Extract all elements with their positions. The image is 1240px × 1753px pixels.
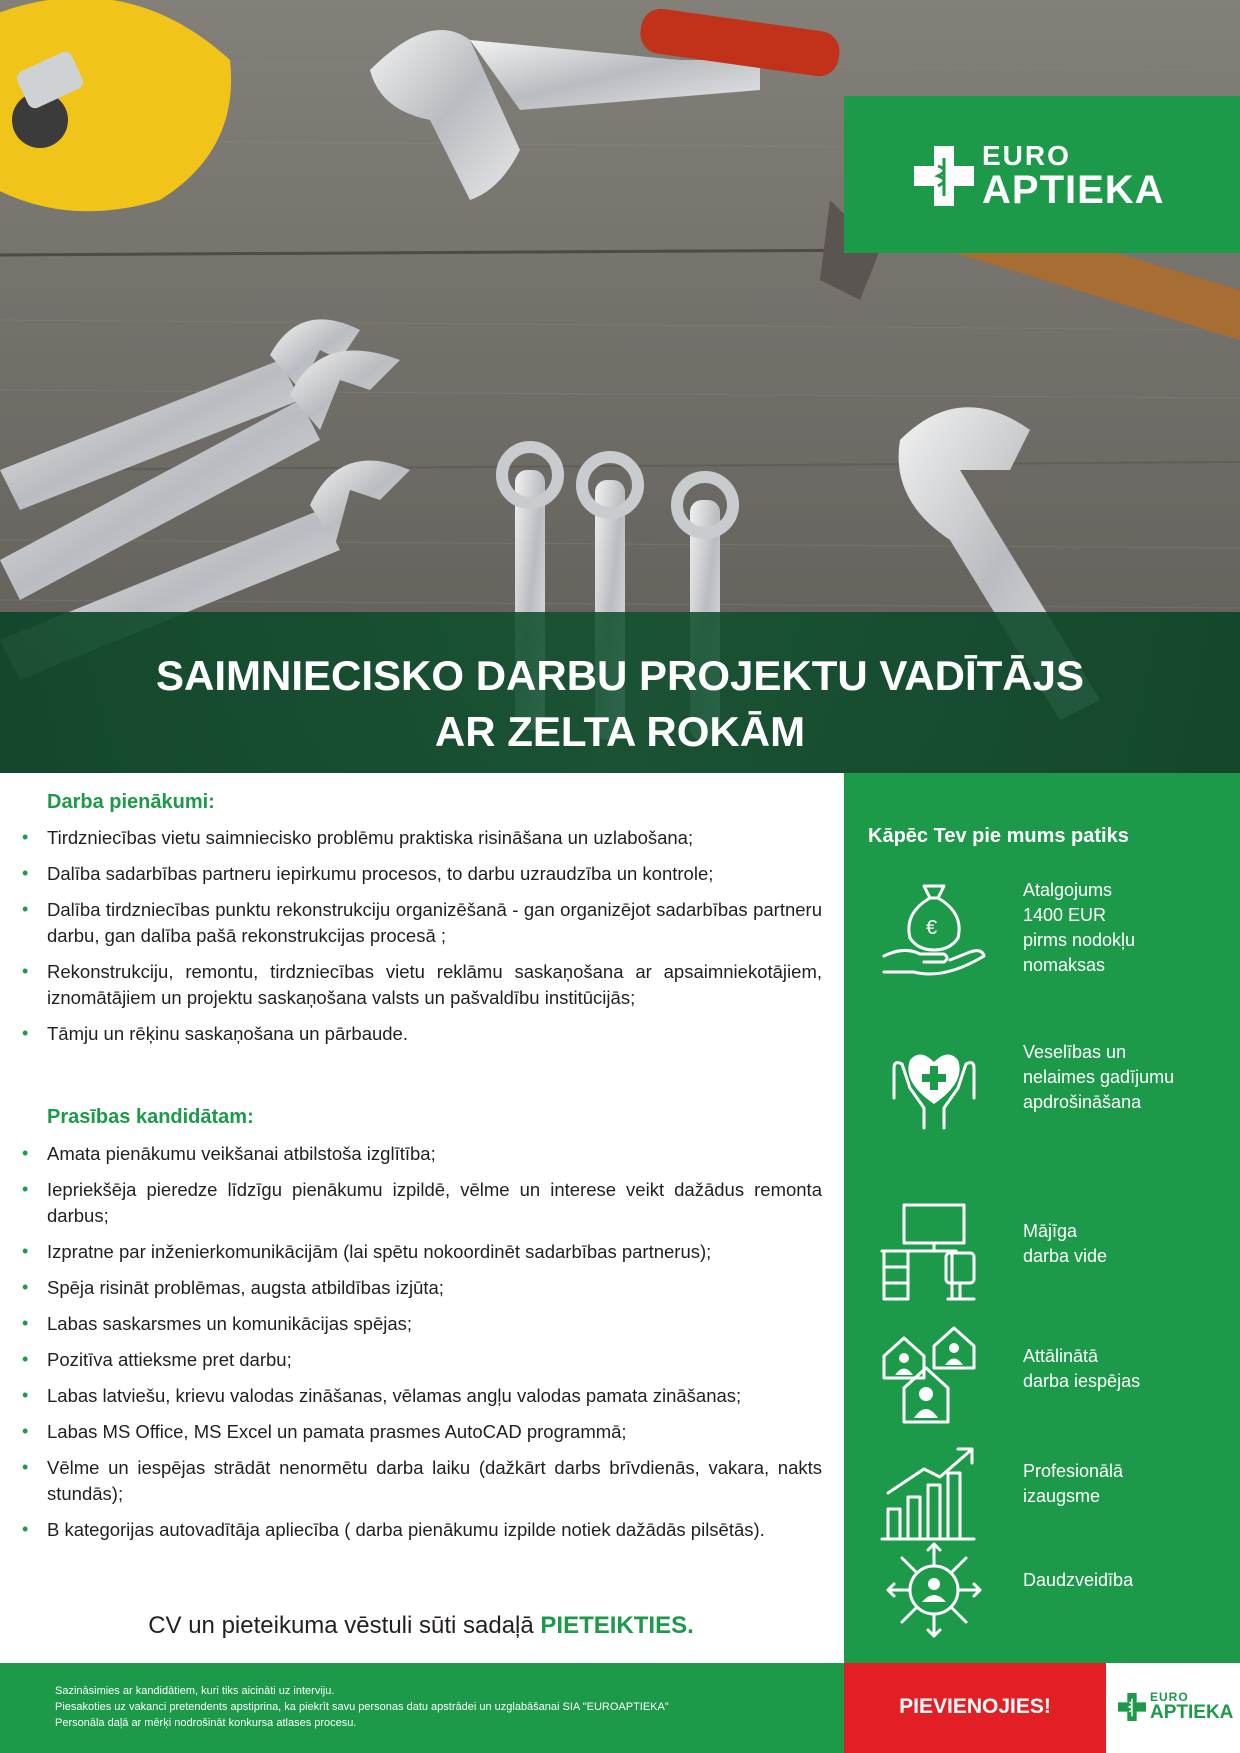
requirement-item: • B kategorijas autovadītāja apliecība ( darba pienākumu izpilde notiek dažādās pilsētās). xyxy=(20,1517,822,1543)
benefits-heading: Kāpēc Tev pie mums patiks xyxy=(868,825,1129,847)
benefit-insurance-text: Veselības un nelaimes gadījumu apdrošināšana xyxy=(1023,1042,1175,1112)
footer-note: Sazināsimies ar kandidātiem, kuri tiks aicināti uz interviju. Piesakoties uz vakanci pretendents apstiprina, ka piekrīt savu personas datu apstrādei un uzglabāšanai SIA "EUROAPTIEKA" Personāla daļā ar mērķi nodrošināt konkursa atlases procesu. xyxy=(55,1685,669,1729)
requirement-item: • Spēja risināt problēmas, augsta atbildības izjūta; xyxy=(20,1275,822,1301)
requirement-item: • Labas saskarsmes un komunikācijas spējas; xyxy=(20,1311,822,1337)
requirements-list xyxy=(20,1141,822,1543)
benefit-growth-text: Profesionālā izaugsme xyxy=(1023,1461,1124,1506)
job-title-line1: SAIMNIECISKO DARBU PROJEKTU VADĪTĀJS xyxy=(156,652,1084,699)
pharmacy-cross-icon xyxy=(1118,1693,1146,1721)
requirements-heading: Prasības kandidātam: xyxy=(47,1106,254,1128)
pharmacy-cross-icon xyxy=(914,146,974,206)
office-desk-icon xyxy=(874,1193,994,1313)
apply-instruction xyxy=(0,1612,842,1640)
apply-text: CV un pieteikuma vēstuli sūti sadaļā xyxy=(148,1612,541,1639)
footer-brand-line2: APTIEKA xyxy=(1150,1702,1234,1723)
money-bag-hand-icon xyxy=(874,868,994,988)
benefits-panel xyxy=(844,773,1240,1663)
job-title-line2: AR ZELTA ROKĀM xyxy=(434,708,806,755)
requirement-item: • Iepriekšēja pieredze līdzīgu pienākumu izpildē, vēlme un interese veikt dažādus remonta darbus; xyxy=(20,1177,822,1229)
footer-logo xyxy=(1106,1663,1240,1753)
join-button[interactable] xyxy=(844,1663,1106,1753)
footer-brand-line1: EURO xyxy=(1150,1690,1189,1704)
duties-list xyxy=(20,825,822,1047)
brand-line1: EURO xyxy=(982,140,1071,171)
diversity-arrows-icon xyxy=(874,1530,994,1650)
requirement-item: • Izpratne par inženierkomunikācijām (lai spētu nokoordinēt sadarbības partnerus); xyxy=(20,1239,822,1265)
remote-houses-icon xyxy=(874,1318,994,1438)
requirement-item: • Labas latviešu, krievu valodas zināšanas, vēlamas angļu valodas pamata zināšanas; xyxy=(20,1383,822,1409)
duty-item: • Tāmju un rēķinu saskaņošana un pārbaude. xyxy=(20,1021,822,1047)
duty-item: • Dalība tirdzniecības punktu rekonstrukciju organizēšanā - gan organizējot sadarbības partneru darbu, gan dalība pašā rekonstrukcijas procesā ; xyxy=(20,897,822,949)
requirement-item: • Amata pienākumu veikšanai atbilstoša izglītība; xyxy=(20,1141,822,1167)
requirement-item: • Vēlme un iespējas strādāt nenormētu darba laiku (dažkārt darbs brīvdienās, vakara, nakts stundās); xyxy=(20,1455,822,1507)
heart-hands-icon xyxy=(874,1028,994,1148)
brand-line2: APTIEKA xyxy=(982,168,1165,212)
job-title xyxy=(0,648,1240,760)
apply-link[interactable]: PIETEIKTIES. xyxy=(540,1612,694,1639)
join-label: PIEVIENOJIES! xyxy=(899,1695,1051,1718)
benefit-workplace-text: Mājīga darba vide xyxy=(1023,1221,1108,1266)
benefit-diversity-text: Daudzveidība xyxy=(1023,1570,1134,1590)
brand-logo-box xyxy=(844,96,1240,253)
duty-item: • Rekonstrukciju, remontu, tirdzniecības vietu reklāmu saskaņošana ar apsaimniekotājiem, iznomātājiem un projektu saskaņošana valsts un pašvaldību institūcijās; xyxy=(20,959,822,1011)
duties-heading: Darba pienākumi: xyxy=(47,791,215,813)
brand-logo xyxy=(914,142,1165,210)
requirement-item: • Labas MS Office, MS Excel un pamata prasmes AutoCAD programmā; xyxy=(20,1419,822,1445)
benefit-salary-text: Atalgojums 1400 EUR pirms nodokļu nomaksas xyxy=(1023,880,1136,975)
duty-item: • Dalība sadarbības partneru iepirkumu procesos, to darbu uzraudzība un kontrole; xyxy=(20,861,822,887)
duty-item: • Tirdzniecības vietu saimniecisko problēmu praktiska risināšana un uzlabošana; xyxy=(20,825,822,851)
svg-text:€: € xyxy=(926,917,938,939)
benefit-remote-text: Attālinātā darba iespējas xyxy=(1023,1346,1141,1391)
requirement-item: • Pozitīva attieksme pret darbu; xyxy=(20,1347,822,1373)
